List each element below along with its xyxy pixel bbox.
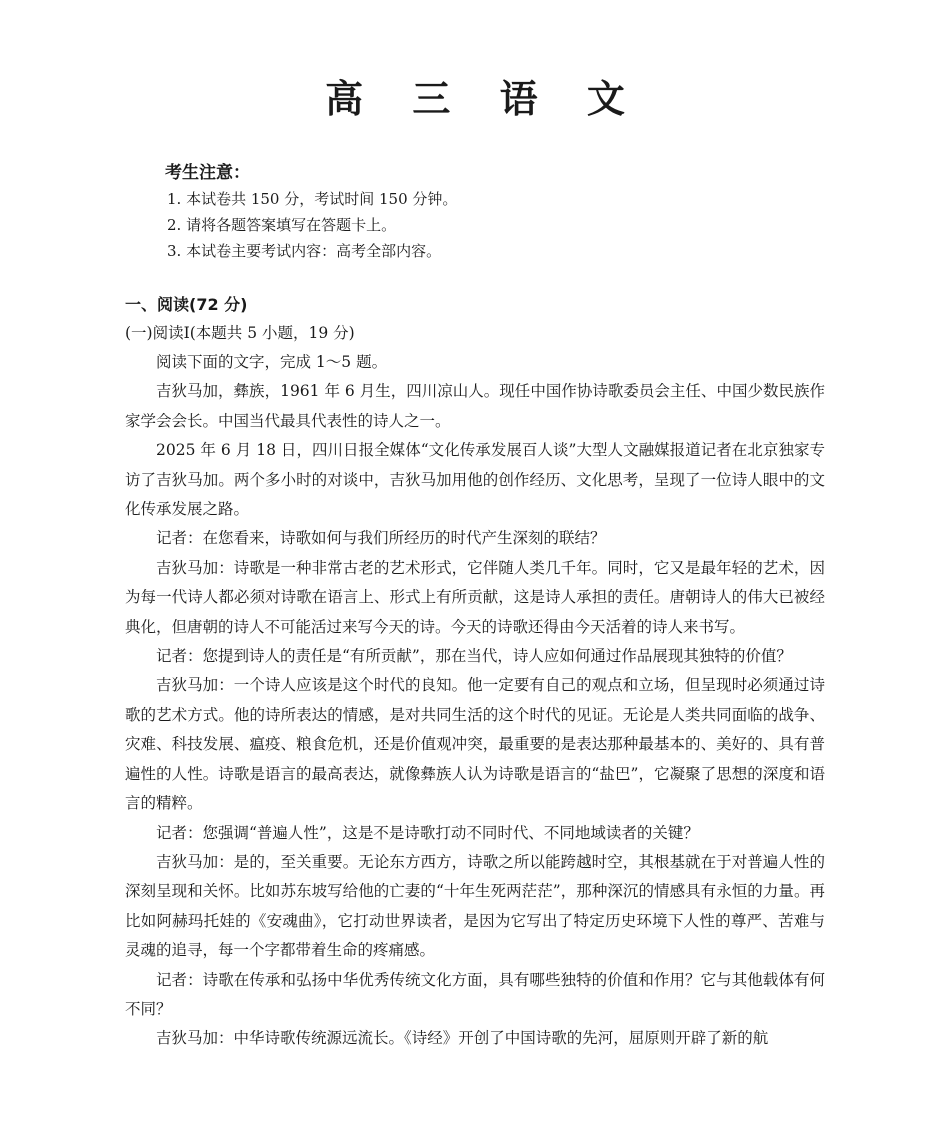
paragraph: 记者：您强调“普遍人性”，这是不是诗歌打动不同时代、不同地域读者的关键？ xyxy=(156,823,699,842)
paragraph: 吉狄马加：诗歌是一种非常古老的艺术形式，它伴随人类几千年。同时，它又是最年轻的艺术，因为每一代诗人都必须对诗歌在语言上、形式上有所贡献，这是诗人承担的责任。唐朝诗人的伟大已被经典化，但唐朝的诗人不可能活过来写今天的诗。今天的诗歌还得由今天活着的诗人来书写。 xyxy=(125,558,825,636)
paragraph: 吉狄马加，彝族，1961 年 6 月生，四川凉山人。现任中国作协诗歌委员会主任、中国少数民族作家学会会长。中国当代最具代表性的诗人之一。 xyxy=(125,382,825,430)
paragraph: 2025 年 6 月 18 日，四川日报全媒体“文化传承发展百人谈”大型人文融媒报道记者在北京独家专访了吉狄马加。两个多小时的对谈中，吉狄马加用他的创作经历、文化思考，呈现了一位诗人眼中的文化传承发展之路。 xyxy=(125,441,825,519)
page-title: 高 三 语 文 xyxy=(325,77,643,121)
paragraph: 吉狄马加：中华诗歌传统源远流长。《诗经》开创了中国诗歌的先河，屈原则开辟了新的航 xyxy=(156,1029,769,1048)
instruction: 阅读下面的文字，完成 1～5 题。 xyxy=(156,353,388,371)
paragraph: 吉狄马加：一个诗人应该是这个时代的良知。他一定要有自己的观点和立场，但呈现时必须通过诗歌的艺术方式。他的诗所表达的情感，是对共同生活的这个时代的见证。无论是人类共同面临的战争、灾难、科技发展、瘟疫、粮食危机，还是价值观冲突，最重要的是表达那种最基本的、美好的、具有普遍性的人性。诗歌是语言的最高表达，就像彝族人认为诗歌是语言的“盐巴”，它凝聚了思想的深度和语言的精粹。 xyxy=(125,676,825,813)
paragraph: 记者：您提到诗人的责任是“有所贡献”，那在当代，诗人应如何通过作品展现其独特的价值？ xyxy=(156,647,792,666)
notice-item: 1. 本试卷共 150 分，考试时间 150 分钟。 xyxy=(167,190,458,208)
notice-item: 2. 请将各题答案填写在答题卡上。 xyxy=(167,216,397,234)
paragraph: 吉狄马加：是的，至关重要。无论东方西方，诗歌之所以能跨越时空，其根基就在于对普遍人性的深刻呈现和关怀。比如苏东坡写给他的亡妻的“十年生死两茫茫”，那种深沉的情感具有永恒的力量。再比如阿赫玛托娃的《安魂曲》，它打动世界读者，是因为它写出了特定历史环境下人性的尊严、苦难与灵魂的追寻，每一个字都带着生命的疼痛感。 xyxy=(125,852,825,960)
subsection-heading: (一)阅读Ⅰ(本题共 5 小题，19 分) xyxy=(125,324,355,342)
reading-section xyxy=(125,290,825,1054)
notice-heading: 考生注意： xyxy=(165,163,250,183)
candidate-notice xyxy=(165,160,825,264)
paragraph: 记者：诗歌在传承和弘扬中华优秀传统文化方面，具有哪些独特的价值和作用？它与其他载体有何不同？ xyxy=(125,970,825,1018)
section-heading: 一、阅读(72 分) xyxy=(125,295,248,314)
paragraph: 记者：在您看来，诗歌如何与我们所经历的时代产生深刻的联结？ xyxy=(156,529,606,548)
notice-item: 3. 本试卷主要考试内容：高考全部内容。 xyxy=(167,242,442,260)
